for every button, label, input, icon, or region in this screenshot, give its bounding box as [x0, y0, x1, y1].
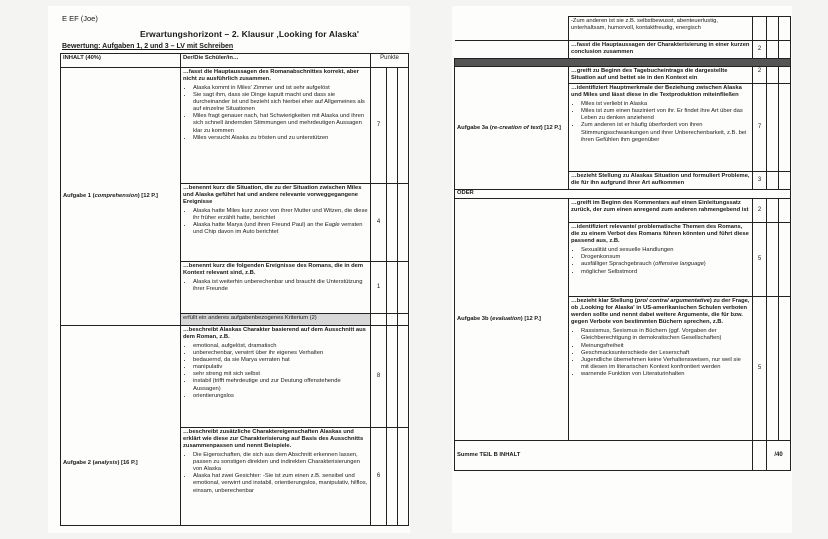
criterion-5: …beschreibt Alaskas Charakter basierend auf dem Ausschnitt aus dem Roman, z.B. • emotional, aufgelöst, dramatisch • unberechenbar, verwirrt über ihr eigenes Verhalten • bedauernd, da sie Marya verraten hat • manipulativ • sehr streng mit sich selbst • instabil (trifft mehrdeutige und zur Deutung offenstehende Aussagen) • orientierungslos	[181, 326, 371, 428]
task-3b-label: Aufgabe 3b (evaluation) [12 P.]	[455, 199, 569, 441]
criterion-3b-3-points: 5	[753, 297, 767, 441]
criterion-conclusion: …fasst die Hauptaussagen der Charakterisierung in einer kurzen conclusion zusammen	[569, 41, 753, 59]
document-page-left	[48, 6, 410, 533]
column-header-schueler: Der/Die Schüler/in…	[181, 54, 371, 68]
criterion-3-points: 1	[371, 262, 387, 314]
criterion-1: …fasst die Hauptaussagen des Romanabschnittes korrekt, aber nicht zu ausführlich zusammen. • Alaska kommt in Miles' Zimmer und ist sehr aufgelöst • Sie sagt ihm, dass sie Dinge kaputt macht und dass sie durcheinander ist und bezieht sich hierbei eher auf Allgemeines als auf einzelne Situationen • Miles fragt genauer nach, hat Schwierigkeiten mit Alaska und ihren sich schnell ändernden Stimmungen und mehrdeutigen Aussagen klar zu kommen • Miles versucht Alaska zu trösten und zu unterstützen	[181, 68, 371, 184]
criterion-3a-2: …identifiziert Hauptmerkmale der Beziehung zwischen Alaska und Miles und lässt diese in die Textproduktion miteinfließen • Miles ist verliebt in Alaska • Miles ist zum einen fasziniert von ihr. Er findet ihre Art über das Leben zu denken anziehend • Zum anderen ist er häufig überfordert von ihren Stimmungsschwankungen und ihrer Unberechenbarkeit, z.B. bei ihren Gefühlen ihm gegenüber	[569, 84, 753, 172]
task-3a-label: Aufgabe 3a (re-creation of text) [12 P.]	[455, 67, 569, 190]
section-divider	[455, 59, 791, 67]
task-1-label: Aufgabe 1 (comprehension) [12 P.]	[61, 68, 181, 326]
column-header-inhalt: INHALT (40%)	[61, 54, 181, 68]
criterion-1-points: 7	[371, 68, 387, 184]
rubric-table-left	[60, 53, 409, 526]
rubric-table-right	[454, 16, 791, 471]
criterion-3a-3-points: 3	[753, 172, 767, 190]
sum-value: /40	[767, 441, 791, 471]
column-header-punkte: Punkte	[371, 54, 409, 68]
criterion-3b-2-points: 5	[753, 223, 767, 297]
page-subtitle: Bewertung: Aufgaben 1, 2 und 3 – LV mit Schreiben	[62, 43, 234, 50]
criterion-6-points: 6	[371, 428, 387, 526]
criterion-3b-2: …identifiziert relevante/ problematische Themen des Romans, die zu einem Verbot des Romans führen könnten und führt diese passend aus, z.B. • Sexualität und sexuelle Handlungen • Drogenkonsum • ausfälliger Sprachgebrauch (offensive language) • möglicher Selbstmord	[569, 223, 753, 297]
task-2-label: Aufgabe 2 (analysis) [16 P.]	[61, 326, 181, 526]
criterion-4: erfüllt ein anderes aufgabenbezogenes Kriterium (2)	[181, 314, 371, 326]
criterion-conclusion-points: 2	[753, 41, 767, 59]
criterion-3a-3: …bezieht Stellung zu Alaskas Situation und formuliert Probleme, die für ihn aufgrund ihrer Art aufkommen	[569, 172, 753, 190]
sum-label: Summe TEIL B INHALT	[455, 441, 753, 471]
criterion-3a-1-points: 2	[753, 67, 767, 84]
criterion-3a-1: …greift zu Beginn des Tagebucheintrags die dargestellte Situation auf und bettet sie in den Kontext ein	[569, 67, 753, 84]
criterion-2: …benennt kurz die Situation, die zu der Situation zwischen Miles und Alaska geführt hat und andere relevante vorweggegangene Ereignisse • Alaska hatte Miles kurz zuvor von ihrer Mutter und Witzen, die diese ihr früher erzählt hatte, berichtet • Alaska hatte Marya (und ihren Freund Paul) an the Eagle verraten und Chip davon im Auto berichtet	[181, 184, 371, 262]
page-title: Erwartungshorizont – 2. Klausur ‚Looking for Alaska'	[140, 29, 359, 39]
oder-separator: ODER	[455, 190, 791, 199]
criterion-3b-1: …greift im Beginn des Kommentars auf einen Einleitungssatz zurück, der zum einen anregend zum anderen rahmengebend ist	[569, 199, 753, 223]
continuation-text: -Zum anderen ist sie z.B. selbstbewusst, abenteuerlustig, unterhaltsam, humorvoll, kontaktfreudig, energisch	[569, 17, 753, 41]
class-label: E EF (Joe)	[62, 14, 98, 23]
criterion-3b-3: …bezieht klar Stellung (pro/ contra/ argumentative) zu der Frage, ob ‚Looking for Alaska' in US-amerikanischen Schulen verboten werden sollte und nennt dabei weitere Argumente, die für bzw. gegen Verbote von bestimmten Büchern sprechen, z.B. • Rassismus, Sexismus in Büchern (ggf. Vorgaben der Gleichberechtigung in demokratischen Gesellschaften) • Meinungsfreiheit • Geschmacksunterschiede der Leserschaft • Jugendliche übernehmen keine Verhaltensweisen, nur weil sie mit diesen im literarischen Kontext konfrontiert werden • warnende Funktion von Literaturinhalten	[569, 297, 753, 441]
criterion-2-points: 4	[371, 184, 387, 262]
criterion-3a-2-points: 7	[753, 84, 767, 172]
criterion-5-points: 8	[371, 326, 387, 428]
document-page-right	[452, 6, 792, 533]
criterion-3: …benennt kurz die folgenden Ereignisse des Romans, die in dem Kontext relevant sind, z.B. • Alaska ist weiterhin unberechenbar und braucht die Unterstützung ihrer Freunde	[181, 262, 371, 314]
criterion-3b-1-points: 2	[753, 199, 767, 223]
criterion-6: …beschreibt zusätzliche Charaktereigenschaften Alaskas und erklärt wie diese zur Charakterisierung auf Basis des Ausschnitts zusammenpassen und nennt Beispiele. • Die Eigenschaften, die sich aus dem Abschnitt erkennen lassen, passen zu sonstigen direkten und indirekten Charakterisierungen von Alaska • Alaska hat zwei Gesichter: -Sie ist zum einen z.B. sensibel und emotional, verwirrt und instabil, orientierungslos, manipulativ, hilflos, einsam, unberechenbar	[181, 428, 371, 526]
